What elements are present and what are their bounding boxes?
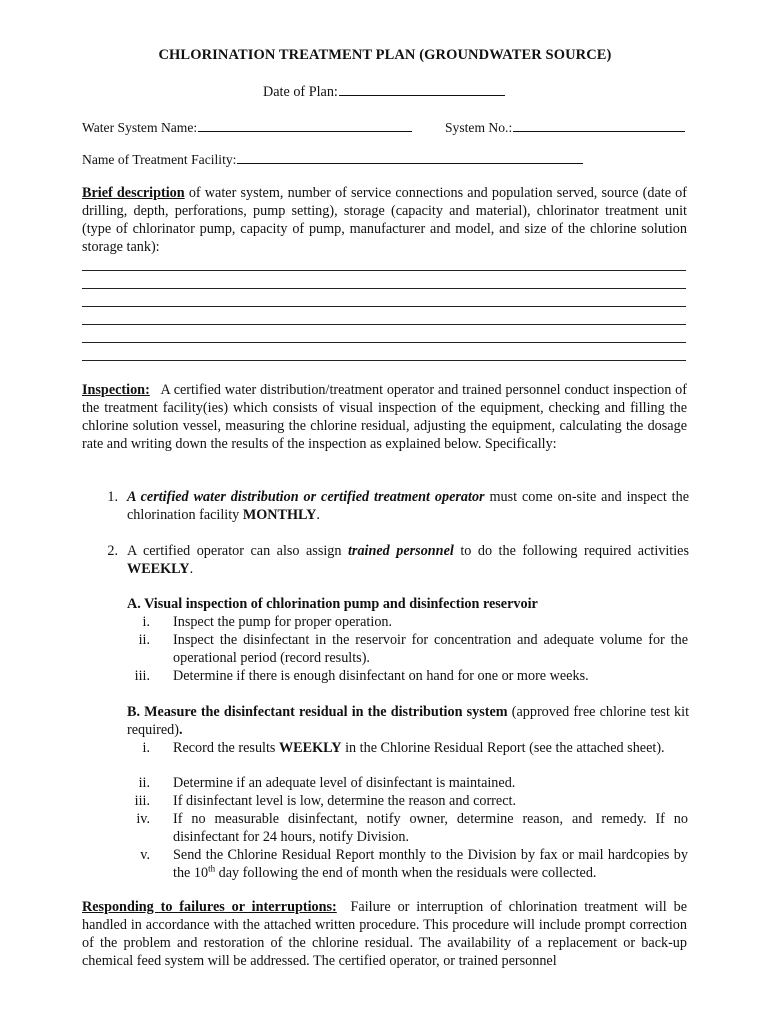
treatment-facility-field[interactable] [237, 162, 583, 164]
section-a-item-number: iii. [134, 668, 150, 684]
responding-text: Failure or interruption of chlorination treatment will be handled in accordance with the attached written procedure. This procedure will include prompt correction of the problem and restoration of the chlorine residual. The availability of a replacement or back-up chemical feed system will be addressed. The certified operator, or trained personnel [82, 899, 687, 969]
page-title: CHLORINATION TREATMENT PLAN (GROUNDWATER SOURCE) [158, 47, 612, 63]
brief-description-text: of water system, number of service connections and population served, source (date of drilling, depth, perforations, pump setting), storage (capacity and material), chlorinator treatment unit (type of chlorinator pump, capacity of pump, manufacturer and model, and size of the chlorine solution storage tank): [82, 185, 687, 255]
item-2-body-b: to do the following required activities [460, 543, 690, 559]
answer-line[interactable] [82, 288, 686, 289]
section-b-item: If no measurable disinfectant, notify owner, determine reason, and remedy. If no disinfectant for 24 hours, notify Division. [173, 811, 688, 845]
item-1-end: . [316, 507, 320, 523]
answer-line[interactable] [82, 324, 686, 325]
water-system-name-row [82, 120, 412, 136]
section-b-item [173, 739, 688, 757]
brief-description-paragraph [82, 184, 687, 256]
section-b-item [173, 846, 688, 882]
system-no-row [445, 120, 685, 136]
item-2-text [127, 542, 689, 578]
item-1-frequency: MONTHLY [242, 507, 317, 523]
section-a-item: Inspect the pump for proper operation. [173, 614, 393, 630]
section-b-item-1-a: Record the results [173, 740, 276, 756]
item-2-emphasis: trained personnel [347, 543, 454, 559]
section-b-item-5-b: day following the end of month when the residuals were collected. [215, 865, 597, 881]
section-a-item-number: i. [142, 614, 150, 630]
answer-line[interactable] [82, 342, 686, 343]
inspection-text: A certified water distribution/treatment operator and trained personnel conduct inspection of the treatment facility(ies) which consists of visual inspection of the equipment, checking and filling the chlorine solution vessel, measuring the chlorine residual, adjusting the equipment, calculating the dosage rate and writing down the results of the inspection as explained below. Specifically: [82, 382, 687, 452]
item-2-frequency: WEEKLY [127, 561, 190, 577]
section-b-item-number: i. [142, 740, 150, 756]
section-b-item-number: iv. [136, 811, 150, 827]
date-of-plan-field[interactable] [339, 94, 505, 96]
section-b-item: Determine if an adequate level of disinfectant is maintained. [173, 775, 516, 791]
answer-line[interactable] [82, 270, 686, 271]
inspection-heading: Inspection: [82, 382, 150, 398]
treatment-facility-row [82, 152, 583, 168]
system-no-label: System No.: [445, 120, 513, 135]
section-b-item-number: v. [140, 847, 150, 863]
section-b-title: B. Measure the disinfectant residual in the distribution system [127, 704, 508, 720]
water-system-name-label: Water System Name: [82, 120, 198, 135]
treatment-facility-label: Name of Treatment Facility: [82, 152, 237, 167]
section-a-item: Inspect the disinfectant in the reservoir for concentration and adequate volume for the operational period (record results). [173, 632, 688, 666]
item-2-body-a: A certified operator can also assign [127, 543, 342, 559]
section-a-item-number: ii. [138, 632, 150, 648]
answer-line[interactable] [82, 306, 686, 307]
water-system-name-field[interactable] [198, 130, 412, 132]
item-number: 1. [107, 489, 118, 505]
section-b-item-1-c: in the Chlorine Residual Report (see the attached sheet). [345, 740, 665, 756]
brief-description-heading: Brief description [82, 185, 185, 201]
item-2-end: . [189, 561, 194, 577]
section-b-note: (approved free chlorine test kit required) [127, 704, 690, 738]
item-1-body: must come on-site and inspect the chlorination facility [127, 489, 690, 523]
responding-paragraph [82, 898, 687, 970]
item-1-text [127, 488, 689, 524]
section-b-item-number: ii. [138, 775, 150, 791]
section-b-item-5-sup: th [208, 863, 216, 874]
responding-heading: Responding to failures or interruptions: [82, 899, 337, 915]
section-b-item: If disinfectant level is low, determine the reason and correct. [173, 793, 516, 809]
section-b-end: . [179, 722, 183, 738]
date-of-plan-label: Date of Plan: [263, 84, 338, 100]
system-no-field[interactable] [513, 130, 685, 132]
item-1-emphasis: A certified water distribution or certified treatment operator [127, 489, 485, 505]
answer-line[interactable] [82, 360, 686, 361]
section-b-item-number: iii. [134, 793, 150, 809]
section-b-item-1-frequency: WEEKLY [278, 740, 342, 756]
section-a-heading: A. Visual inspection of chlorination pump and disinfection reservoir [127, 596, 538, 612]
section-a-item: Determine if there is enough disinfectant on hand for one or more weeks. [173, 668, 589, 684]
section-b-item-5-a: Send the Chlorine Residual Report monthly to the Division by fax or mail hardcopies by the 10 [173, 847, 688, 881]
date-of-plan-row [263, 84, 505, 101]
section-b-heading [127, 703, 689, 739]
inspection-paragraph [82, 381, 687, 453]
item-number: 2. [107, 543, 118, 559]
